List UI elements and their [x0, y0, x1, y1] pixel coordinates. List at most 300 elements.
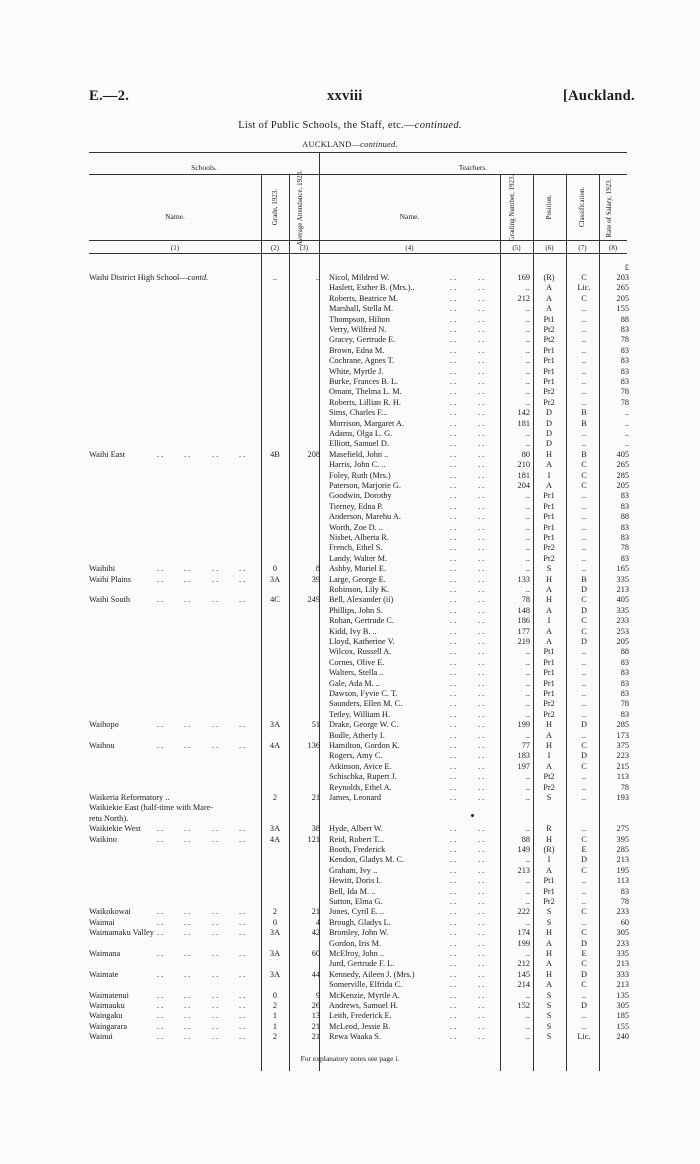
salary-cell: 213 — [616, 855, 629, 865]
leader-dots: . . — [450, 1001, 457, 1010]
classification-cell: .. — [581, 1021, 587, 1031]
grading-number-cell: .. — [525, 886, 530, 896]
leader-dots: . . — [157, 741, 164, 750]
teacher-name: Jurd, Gertrude F. L. — [329, 959, 395, 969]
attendance-cell: 21 — [311, 1032, 320, 1042]
leader-dots: . . — [478, 470, 485, 480]
table-row — [0, 897, 700, 907]
leader-dots: . . — [450, 1011, 457, 1021]
header-divider — [566, 174, 567, 253]
title-cont: continued. — [414, 120, 462, 131]
teacher-name: Gale, Ada M. .. — [329, 678, 380, 688]
classification-cell: C — [581, 626, 587, 636]
classification-cell: .. — [581, 345, 587, 355]
grading-number-cell: .. — [525, 543, 530, 553]
grading-number-cell: .. — [525, 699, 530, 709]
grade-cell: 3A — [269, 824, 281, 834]
teacher-name: Dawson, Fyvie C. T. — [329, 689, 398, 698]
leader-dots: . . — [184, 720, 191, 730]
classification-cell: D — [581, 585, 587, 594]
salary-cell: .. — [624, 439, 629, 449]
leader-dots: . . — [478, 709, 485, 719]
grading-number-cell: .. — [525, 876, 530, 886]
classification-cell: .. — [581, 429, 587, 438]
table-row — [0, 564, 700, 574]
teacher-name: Atkinson, Avice E. — [329, 761, 392, 771]
leader-dots: . . — [450, 761, 457, 771]
leader-dots: . . — [184, 1021, 191, 1031]
leader-dots: . . — [478, 574, 485, 584]
position-cell: Pt1 — [543, 314, 555, 324]
table-row — [0, 699, 700, 709]
schools-group-header: Schools. — [191, 163, 217, 172]
salary-cell: 285 — [616, 720, 629, 730]
position-cell: D — [546, 429, 552, 438]
table-row — [0, 502, 700, 512]
leader-dots: . . — [478, 751, 485, 761]
table-row — [0, 481, 700, 491]
currency-symbol: £ — [624, 262, 629, 272]
leader-dots: . . — [450, 730, 457, 740]
grading-number-cell: 219 — [517, 637, 530, 646]
leader-dots: . . — [239, 834, 246, 844]
subtitle-cont: continued. — [360, 139, 398, 149]
title-main: List of Public Schools, the Staff, etc.— — [238, 120, 415, 131]
salary-cell: 88 — [620, 512, 629, 522]
page-title — [0, 120, 700, 131]
classification-cell: .. — [581, 543, 587, 553]
school-name: Waikino — [89, 834, 117, 844]
leader-dots: . . — [184, 1001, 191, 1010]
table-row — [0, 959, 700, 969]
teacher-name: Hewitt, Doris I. — [329, 876, 382, 886]
table-row — [0, 450, 700, 460]
classification-cell: D — [581, 605, 587, 615]
position-cell: S — [546, 1021, 552, 1031]
teacher-name: Brough, Gladys L. — [329, 917, 391, 927]
table-row — [0, 772, 700, 782]
leader-dots: . . — [450, 377, 457, 386]
leader-dots: . . — [450, 543, 457, 553]
position-cell: S — [546, 990, 552, 1000]
school-name-header: Name. — [165, 212, 185, 221]
grading-number-cell: .. — [525, 501, 530, 511]
position-cell: Pr2 — [543, 709, 555, 719]
leader-dots: . . — [184, 449, 191, 459]
table-row — [0, 876, 700, 886]
leader-dots: . . — [450, 356, 457, 366]
grade-cell: 4B — [270, 449, 280, 459]
position-cell: H — [546, 449, 552, 459]
leader-dots: . . — [450, 345, 457, 355]
grade-cell: 2 — [272, 1001, 278, 1010]
grading-number-cell: .. — [525, 730, 530, 740]
teacher-name: Gordon, Iris M. — [329, 938, 382, 948]
attendance-cell: 21 — [311, 1021, 320, 1031]
grading-number-cell: .. — [525, 1021, 530, 1031]
salary-cell: 88 — [620, 647, 629, 657]
leader-dots: . . — [450, 1032, 457, 1042]
teacher-name: Leith, Frederick E. — [329, 1011, 392, 1021]
leader-dots: . . — [478, 689, 485, 698]
teacher-name: Phillips, John S. — [329, 605, 383, 615]
salary-cell: 205 — [616, 293, 629, 303]
table-row — [0, 918, 700, 928]
salary-cell: 275 — [616, 824, 629, 834]
leader-dots: . . — [478, 283, 485, 293]
grade-cell: 3A — [269, 928, 281, 938]
table-row — [0, 980, 700, 990]
position-cell: Pr2 — [543, 897, 555, 906]
classification-cell: .. — [581, 772, 587, 782]
salary-cell: .. — [624, 418, 629, 428]
leader-dots: . . — [450, 418, 457, 428]
grading-number-cell: .. — [525, 772, 530, 782]
leader-dots: . . — [450, 595, 457, 605]
grading-number-cell: .. — [525, 897, 530, 906]
leader-dots: . . — [478, 886, 485, 896]
position-cell: R — [546, 824, 552, 834]
classification-cell: .. — [581, 668, 587, 678]
teacher-name: Masefield, John .. — [329, 449, 389, 459]
salary-cell: 83 — [620, 553, 629, 563]
leader-dots: . . — [450, 928, 457, 938]
leader-dots: . . — [478, 761, 485, 771]
leader-dots: . . — [450, 293, 457, 303]
table-row — [0, 1022, 700, 1032]
leader-dots: . . — [184, 834, 191, 844]
leader-dots: . . — [478, 522, 485, 532]
col-number: (2) — [270, 244, 280, 252]
grading-number-cell: 199 — [517, 938, 530, 948]
table-row — [0, 741, 700, 751]
table-row — [0, 668, 700, 678]
position-cell: I — [547, 616, 551, 626]
page-code: E.—2. — [89, 88, 130, 104]
classification-cell: .. — [581, 491, 587, 501]
grading-number-cell: 186 — [517, 616, 530, 626]
leader-dots: . . — [212, 564, 219, 574]
grading-number-cell: 213 — [517, 865, 530, 875]
leader-dots: . . — [478, 959, 485, 969]
salary-cell: 83 — [620, 491, 629, 501]
classification-cell: C — [581, 959, 587, 969]
grading-number-cell: 78 — [521, 595, 530, 605]
leader-dots: . . — [239, 1011, 246, 1021]
salary-cell: 83 — [620, 657, 629, 667]
leader-dots: . . — [157, 449, 164, 459]
table-row — [0, 928, 700, 938]
grading-number-cell: .. — [525, 689, 530, 698]
classification-cell: .. — [581, 366, 587, 376]
attendance-cell: 208 — [307, 449, 320, 459]
position-cell: A — [546, 585, 552, 594]
leader-dots: . . — [450, 720, 457, 730]
leader-dots: . . — [450, 429, 457, 438]
school-name: Wainui — [89, 1032, 113, 1042]
school-name: Waihi Plains — [89, 574, 131, 584]
table-row — [0, 835, 700, 845]
salary-cell: 213 — [616, 959, 629, 969]
position-cell: A — [546, 959, 552, 969]
teacher-name: Rewa Waaka S. — [329, 1032, 381, 1042]
teacher-name: James, Leonard — [329, 793, 382, 802]
table-row — [0, 356, 700, 366]
leader-dots: . . — [478, 668, 485, 678]
salary-cell: 78 — [620, 782, 629, 792]
leader-dots: . . — [184, 824, 191, 834]
salary-cell: 205 — [616, 481, 629, 490]
leader-dots: . . — [450, 647, 457, 657]
leader-dots: . . — [450, 408, 457, 418]
leader-dots: . . — [184, 1032, 191, 1042]
classification-cell: .. — [581, 314, 587, 324]
grading-number-cell: 197 — [517, 761, 530, 771]
classification-cell: D — [581, 637, 587, 646]
position-cell: A — [546, 460, 552, 470]
table-row — [0, 512, 700, 522]
leader-dots: . . — [450, 522, 457, 532]
teacher-name: Paterson, Marjorie G. — [329, 481, 401, 490]
table-row — [0, 751, 700, 761]
leader-dots: . . — [478, 533, 485, 542]
table-row — [0, 304, 700, 314]
grading-number-cell: .. — [525, 990, 530, 1000]
leader-dots: . . — [212, 1001, 219, 1010]
leader-dots: . . — [184, 1011, 191, 1021]
grading-number-cell: 177 — [517, 626, 530, 636]
header-divider — [533, 174, 534, 253]
leader-dots: . . — [478, 439, 485, 449]
teacher-name: Bromley, John W. — [329, 928, 389, 938]
position-cell: A — [546, 283, 552, 293]
leader-dots: . . — [478, 397, 485, 407]
classification-cell: .. — [581, 990, 587, 1000]
salary-cell: 335 — [616, 574, 629, 584]
school-name: Waihou — [89, 741, 115, 750]
salary-cell: 215 — [616, 761, 629, 771]
school-name: Waimana — [89, 949, 121, 958]
salary-cell: 88 — [620, 314, 629, 324]
teacher-name: McElroy, John .. — [329, 949, 384, 958]
leader-dots: . . — [478, 356, 485, 366]
salary-cell: 135 — [616, 990, 629, 1000]
classification-cell: C — [581, 460, 587, 470]
grade-cell: 1 — [272, 1011, 278, 1021]
grade-cell: .. — [272, 273, 278, 282]
grading-number-cell: .. — [525, 512, 530, 522]
position-cell: A — [546, 980, 552, 990]
position-cell: S — [546, 1032, 552, 1042]
teacher-name: Tetley, William H. — [329, 709, 391, 719]
col-number: (4) — [405, 244, 414, 252]
grade-cell: 0 — [272, 990, 278, 1000]
position-cell: Pr1 — [543, 886, 555, 896]
grading-number-cell: .. — [525, 824, 530, 834]
leader-dots: . . — [157, 990, 164, 1000]
attendance-cell: 9 — [315, 990, 320, 1000]
attendance-cell: 249 — [307, 595, 320, 605]
classification-cell: .. — [581, 897, 587, 906]
school-name: Waingarara — [89, 1021, 128, 1031]
school-name: Waihi East — [89, 449, 125, 459]
school-name: retu North). — [89, 813, 129, 823]
teacher-name: Bodle, Atherly I. — [329, 730, 385, 740]
leader-dots: . . — [450, 491, 457, 501]
salary-cell: 78 — [620, 387, 629, 397]
grading-number-cell: 77 — [521, 741, 530, 750]
position-cell: Pr1 — [543, 678, 555, 688]
teacher-name: Sutton, Elma G. — [329, 897, 383, 906]
leader-dots: . . — [157, 564, 164, 574]
leader-dots: . . — [478, 293, 485, 303]
leader-dots: . . — [157, 720, 164, 730]
leader-dots: . . — [478, 720, 485, 730]
table-row — [0, 325, 700, 335]
classification-cell: C — [581, 595, 587, 605]
teacher-name: Brown, Edna M. — [329, 345, 385, 355]
grading-number-cell: 181 — [517, 470, 530, 480]
teacher-name: Roberts, Lillian R. H. — [329, 397, 401, 407]
grading-number-cell: .. — [525, 283, 530, 293]
classification-cell: B — [581, 574, 587, 584]
leader-dots: . . — [478, 564, 485, 574]
table-row — [0, 720, 700, 730]
classification-cell: .. — [581, 533, 587, 542]
leader-dots: . . — [239, 928, 246, 938]
leader-dots: . . — [478, 553, 485, 563]
leader-dots: . . — [478, 366, 485, 376]
region-heading: [Auckland. — [563, 88, 635, 104]
position-cell: Pr2 — [543, 782, 555, 792]
leader-dots: . . — [450, 605, 457, 615]
leader-dots: . . — [239, 720, 246, 730]
teacher-name: Adams, Olga L. G. — [329, 429, 393, 438]
leader-dots: . . — [239, 1001, 246, 1010]
position-cell: I — [547, 470, 551, 480]
teacher-name: Walters, Stella .. — [329, 668, 384, 678]
leader-dots: . . — [184, 969, 191, 979]
leader-dots: . . — [478, 595, 485, 605]
table-row — [0, 543, 700, 553]
table-row — [0, 647, 700, 657]
page-number: xxviii — [327, 88, 363, 104]
salary-cell: 78 — [620, 543, 629, 553]
leader-dots: . . — [450, 304, 457, 314]
leader-dots: . . — [478, 418, 485, 428]
leader-dots: . . — [450, 741, 457, 750]
salary-cell: 83 — [620, 689, 629, 698]
position-cell: I — [547, 855, 551, 865]
leader-dots: . . — [478, 741, 485, 750]
classification-cell: .. — [581, 387, 587, 397]
classification-cell: .. — [581, 356, 587, 366]
leader-dots: . . — [450, 657, 457, 667]
classification-cell: .. — [581, 647, 587, 657]
leader-dots: . . — [478, 865, 485, 875]
leader-dots: . . — [450, 397, 457, 407]
col-number: (6) — [545, 244, 554, 252]
classification-cell: .. — [581, 657, 587, 667]
classification-cell: B — [581, 408, 587, 418]
leader-dots: . . — [450, 449, 457, 459]
classification-cell: .. — [581, 782, 587, 792]
classification-cell: .. — [581, 377, 587, 386]
leader-dots: . . — [450, 876, 457, 886]
teacher-name: Worth, Zoe D. .. — [329, 522, 383, 532]
leader-dots: . . — [184, 564, 191, 574]
position-cell: Pr1 — [543, 657, 555, 667]
grading-number-cell: .. — [525, 1032, 530, 1042]
table-row — [0, 637, 700, 647]
grade-cell: 4C — [270, 595, 280, 605]
table-row — [0, 408, 700, 418]
position-cell: D — [546, 439, 552, 449]
leader-dots: . . — [239, 1021, 246, 1031]
leader-dots: . . — [450, 387, 457, 397]
salary-cell: 83 — [620, 345, 629, 355]
position-cell: A — [546, 293, 552, 303]
classification-cell: .. — [581, 689, 587, 698]
school-name: Waingaku — [89, 1011, 123, 1021]
salary-cell: 285 — [616, 470, 629, 480]
salary-header: Rate of Salary, 1923. — [605, 178, 613, 238]
leader-dots: . . — [157, 1032, 164, 1042]
salary-cell: 233 — [616, 938, 629, 948]
salary-cell: 83 — [620, 522, 629, 532]
table-row — [0, 294, 700, 304]
teacher-name: Kennedy, Aileen J. (Mrs.) — [329, 969, 415, 979]
school-name: Waikeria Reformatory .. — [89, 793, 170, 802]
leader-dots: . . — [450, 938, 457, 948]
classification-cell: B — [581, 449, 587, 459]
leader-dots: . . — [450, 709, 457, 719]
leader-dots: . . — [212, 949, 219, 958]
salary-cell: 83 — [620, 366, 629, 376]
leader-dots: . . — [157, 969, 164, 979]
position-header: Position. — [545, 194, 553, 220]
salary-cell: 405 — [616, 595, 629, 605]
position-cell: S — [546, 564, 552, 574]
leader-dots: . . — [212, 574, 219, 584]
salary-cell: 83 — [620, 325, 629, 334]
table-row — [0, 554, 700, 564]
classification-cell: C — [581, 470, 587, 480]
classification-cell: D — [581, 855, 587, 865]
position-cell: A — [546, 637, 552, 646]
grading-number-cell: 210 — [517, 460, 530, 470]
classification-cell: .. — [581, 512, 587, 522]
table-row — [0, 762, 700, 772]
footnote: For explanatory notes see page i. — [300, 1054, 400, 1063]
salary-cell: .. — [624, 408, 629, 418]
grade-cell: 3A — [269, 720, 281, 730]
school-name: Waihi South — [89, 595, 131, 605]
table-row — [0, 419, 700, 429]
subtitle-main: AUCKLAND— — [302, 139, 361, 149]
leader-dots: . . — [478, 637, 485, 646]
teacher-name: French, Ethel S. — [329, 543, 383, 553]
leader-dots: . . — [157, 574, 164, 584]
leader-dots: . . — [450, 699, 457, 709]
teacher-name: Verry, Wilfred N. — [329, 325, 387, 334]
salary-cell: 265 — [616, 283, 629, 293]
teacher-name: Gracey, Gertrude E. — [329, 335, 396, 345]
table-row — [0, 595, 700, 605]
salary-cell: 78 — [620, 397, 629, 407]
table-row — [0, 315, 700, 325]
attendance-cell: 13 — [311, 1011, 320, 1021]
